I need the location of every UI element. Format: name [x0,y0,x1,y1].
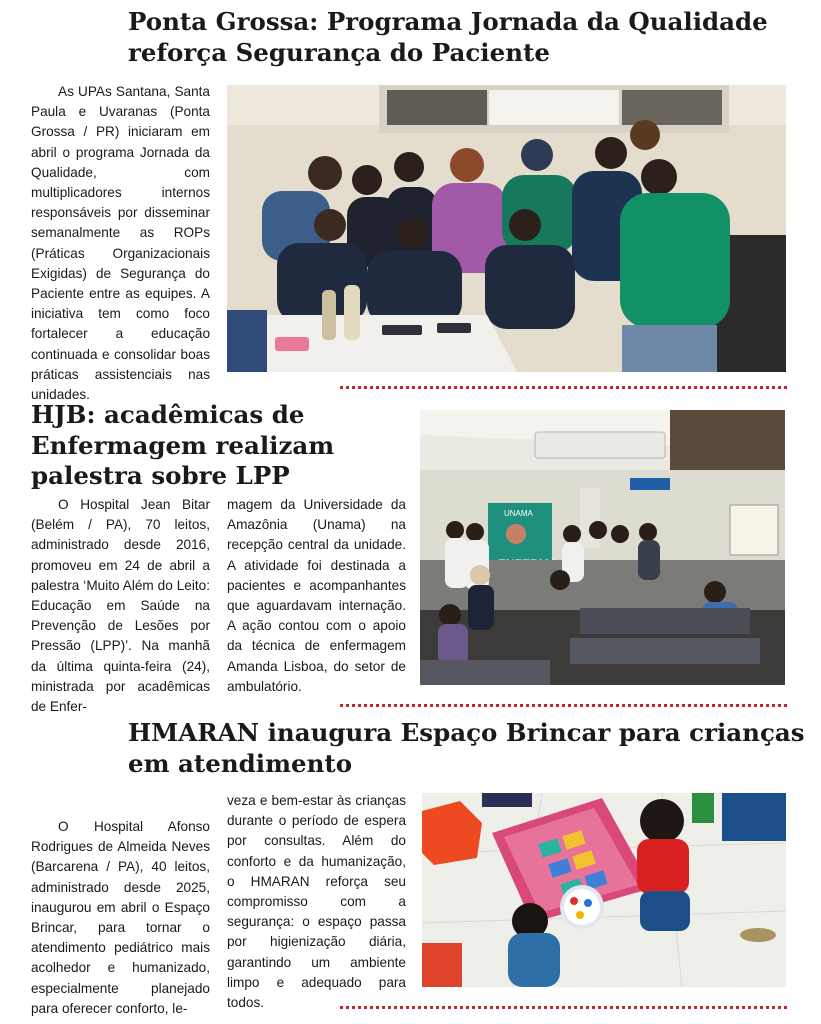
article-3-photo [422,793,786,987]
article-3-paragraph-part-1: O Hospital Afonso Rodrigues de Almeida Neves (Barcarena / PA), 40 leitos, administrado desde 2025, inaugurou em abril o Espaço Brincar, para tornar o atendimento pediátrico mais acolhedor e humanizado, especialmente planejado para oferecer conforto, le- [31,819,210,1016]
divider-2 [340,704,787,707]
divider-3 [340,1006,787,1009]
article-1-title [128,6,768,68]
article-1-title-line-1: Ponta Grossa: Programa Jornada da Qualidade [128,7,768,36]
article-3-title [128,717,805,779]
article-2-title-line-1: HJB: acadêmicas de [31,400,305,429]
article-1-photo [227,85,786,372]
article-1-title-line-2: reforça Segurança do Paciente [128,38,550,67]
article-2-body-col-1 [31,495,210,717]
article-3-title-line-1: HMARAN inaugura Espaço Brincar para crianças [128,718,805,747]
article-2-title [31,400,334,492]
article-3-title-line-2: em atendimento [128,749,353,778]
article-2-photo [420,410,785,685]
article-2-title-line-2: Enfermagem realizam [31,430,335,460]
article-2-title-line-3: palestra sobre LPP [31,461,290,490]
article-1-body [31,82,210,405]
article-2-body-col-2 [227,495,406,697]
banner-brand: UNAMA [504,509,533,518]
article-3-paragraph-part-2: veza e bem-estar às crianças durante o período de espera por consultas. Além do conforto e da humanização, o HMARAN reforça seu compromisso com a segurança: o espaço passa por higienização diária, garantindo um ambiente limpo e adequado para todos. [227,793,406,1011]
article-2-paragraph-part-1: O Hospital Jean Bitar (Belém / PA), 70 leitos, administrado desde 2016, promoveu em 24 de abril a palestra ‘Muito Além do Leito: Educação em Saúde na Prevenção de Lesões por Pressão (LPP)’. Na manhã da última quinta-feira (24), ministrada por acadêmicas de Enfer- [31,497,210,715]
article-2-paragraph-part-2: magem da Universidade da Amazônia (Unama) na recepção central da unidade. A atividade foi destinada a pacientes e acompanhantes que aguardavam internação. A ação contou com o apoio da técnica de enfermagem Amanda Lisboa, do setor de ambulatório. [227,497,406,694]
article-3-body-col-2 [227,791,406,1013]
divider-1 [340,386,787,389]
article-1-paragraph: As UPAs Santana, Santa Paula e Uvaranas (Ponta Grossa / PR) iniciaram em abril o programa Jornada da Qualidade, com multiplicadores internos responsáveis por disseminar semanalmente as ROPs (Práticas Organizacionais Exigidas) de Segurança do Paciente entre as equipes. A iniciativa tem como foco fortalecer a educação continuada e consolidar boas práticas assistenciais nas unidades. [31,84,210,403]
article-3-body-col-1 [31,817,210,1019]
